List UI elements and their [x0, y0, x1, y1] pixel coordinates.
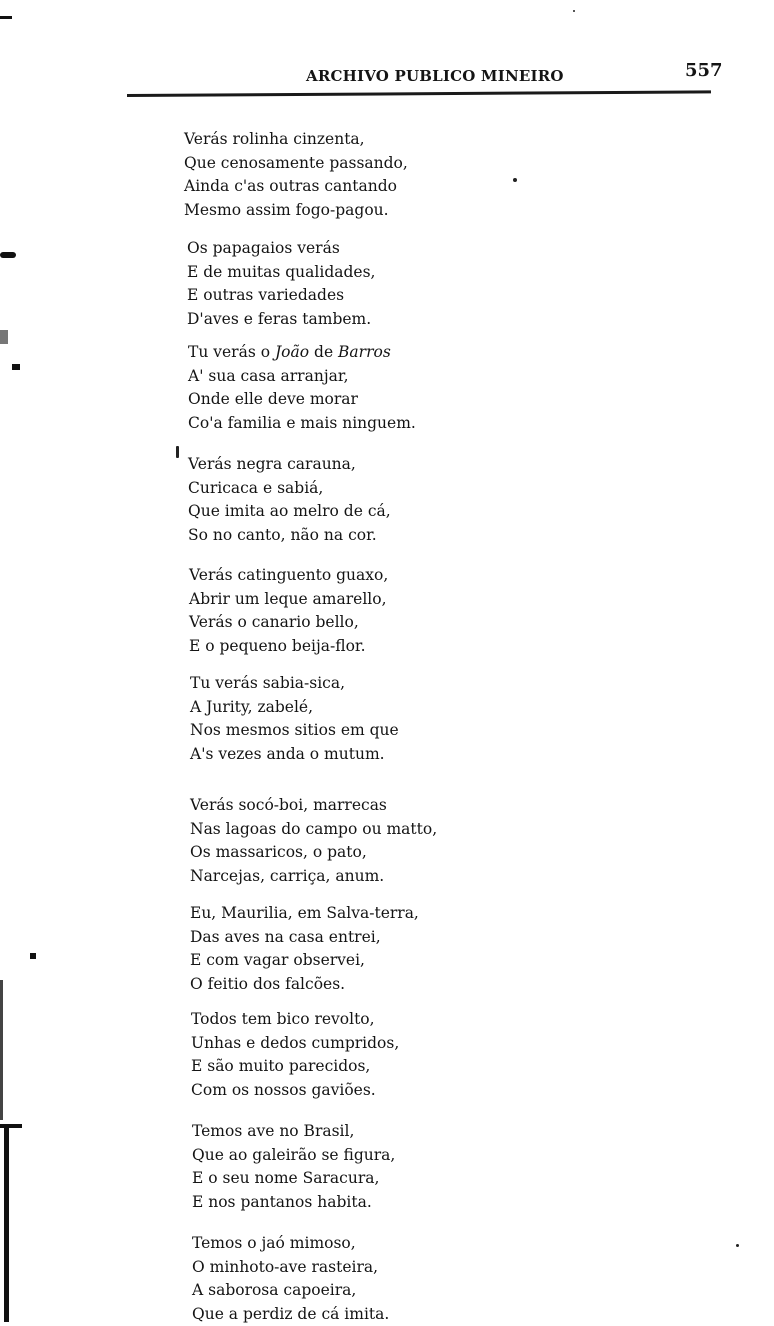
verse-line: Tu verás sabia-sica,: [190, 674, 346, 692]
verse-line: Temos ave no Brasil,: [192, 1122, 355, 1140]
verse-line: Das aves na casa entrei,: [190, 927, 381, 946]
scan-speck: [573, 10, 575, 12]
scan-speck: [176, 446, 179, 458]
scan-speck: [513, 178, 517, 182]
verse-line: So no canto, não na cor.: [188, 525, 377, 544]
scan-speck: [736, 1244, 739, 1247]
verse-line: Tu verás o João de Barros: [188, 343, 391, 361]
stanza-5: [189, 564, 388, 658]
verse-line: Temos o jaó mimoso,: [192, 1234, 356, 1252]
stanza-11: [192, 1232, 389, 1326]
verse-line: Curicaca e sabiá,: [188, 478, 324, 497]
stanza-4: [188, 453, 391, 547]
verse-line: Ainda c'as outras cantando: [184, 177, 397, 196]
verse-line: E outras variedades: [187, 286, 345, 305]
verse-line: A' sua casa arranjar,: [188, 366, 349, 385]
running-header-title: ARCHIVO PUBLICO MINEIRO: [306, 67, 564, 85]
verse-line: A saborosa capoeira,: [192, 1281, 357, 1300]
scan-mark: [30, 953, 36, 959]
verse-line: O feitio dos falcões.: [190, 974, 346, 993]
verse-line: Co'a familia e mais ninguem.: [188, 413, 416, 432]
verse-line: Abrir um leque amarello,: [189, 589, 387, 608]
verse-line: Verás socó-boi, marrecas: [190, 796, 387, 814]
scan-mark: [0, 980, 3, 1120]
verse-line: Que cenosamente passando,: [184, 153, 408, 172]
verse-line: Verás negra carauna,: [188, 455, 356, 473]
verse-line: Que ao galeirão se figura,: [192, 1145, 396, 1164]
verse-line: Nos mesmos sitios em que: [190, 721, 399, 740]
verse-line: Nas lagoas do campo ou matto,: [190, 819, 438, 838]
verse-line: E o pequeno beija-flor.: [189, 636, 366, 655]
verse-line: E com vagar observei,: [190, 951, 365, 970]
stanza-7: [190, 794, 437, 888]
verse-line: Que imita ao melro de cá,: [188, 502, 391, 521]
verse-line: Mesmo assim fogo-pagou.: [184, 200, 389, 219]
stanza-2: [187, 237, 375, 331]
verse-line: E são muito parecidos,: [191, 1057, 371, 1076]
verse-line: A Jurity, zabelé,: [190, 697, 314, 716]
stanza-8: [190, 902, 419, 996]
page-number: 557: [685, 60, 723, 81]
verse-line: D'aves e feras tambem.: [187, 309, 372, 328]
stanza-9: [191, 1008, 399, 1102]
stanza-1: [184, 128, 408, 222]
verse-line: Narcejas, carriça, anum.: [190, 866, 385, 885]
scan-mark: [12, 364, 20, 370]
verse-line: Que a perdiz de cá imita.: [192, 1304, 390, 1323]
verse-line: Onde elle deve morar: [188, 390, 358, 409]
verse-line: Verás rolinha cinzenta,: [184, 130, 365, 148]
verse-line: Verás o canario bello,: [189, 613, 359, 632]
verse-line: Os massaricos, o pato,: [190, 843, 367, 862]
verse-line: Eu, Maurilia, em Salva-terra,: [190, 904, 419, 922]
scan-mark: [0, 252, 16, 258]
verse-line: Com os nossos gaviões.: [191, 1080, 376, 1099]
scan-mark: [0, 16, 12, 19]
stanza-10: [192, 1120, 395, 1214]
stanza-3: [188, 341, 416, 435]
verse-line: E de muitas qualidades,: [187, 262, 376, 281]
stanza-6: [190, 672, 399, 766]
verse-line: Unhas e dedos cumpridos,: [191, 1033, 400, 1052]
verse-line: E o seu nome Saracura,: [192, 1169, 380, 1188]
verse-line: A's vezes anda o mutum.: [190, 744, 385, 763]
scan-mark: [0, 330, 8, 344]
verse-line: Verás catinguento guaxo,: [189, 566, 389, 584]
scan-mark: [4, 1128, 9, 1322]
verse-line: E nos pantanos habita.: [192, 1192, 372, 1211]
header-rule: [127, 90, 711, 97]
verse-line: Todos tem bico revolto,: [191, 1010, 375, 1028]
verse-line: Os papagaios verás: [187, 239, 340, 257]
verse-line: O minhoto-ave rasteira,: [192, 1257, 379, 1276]
